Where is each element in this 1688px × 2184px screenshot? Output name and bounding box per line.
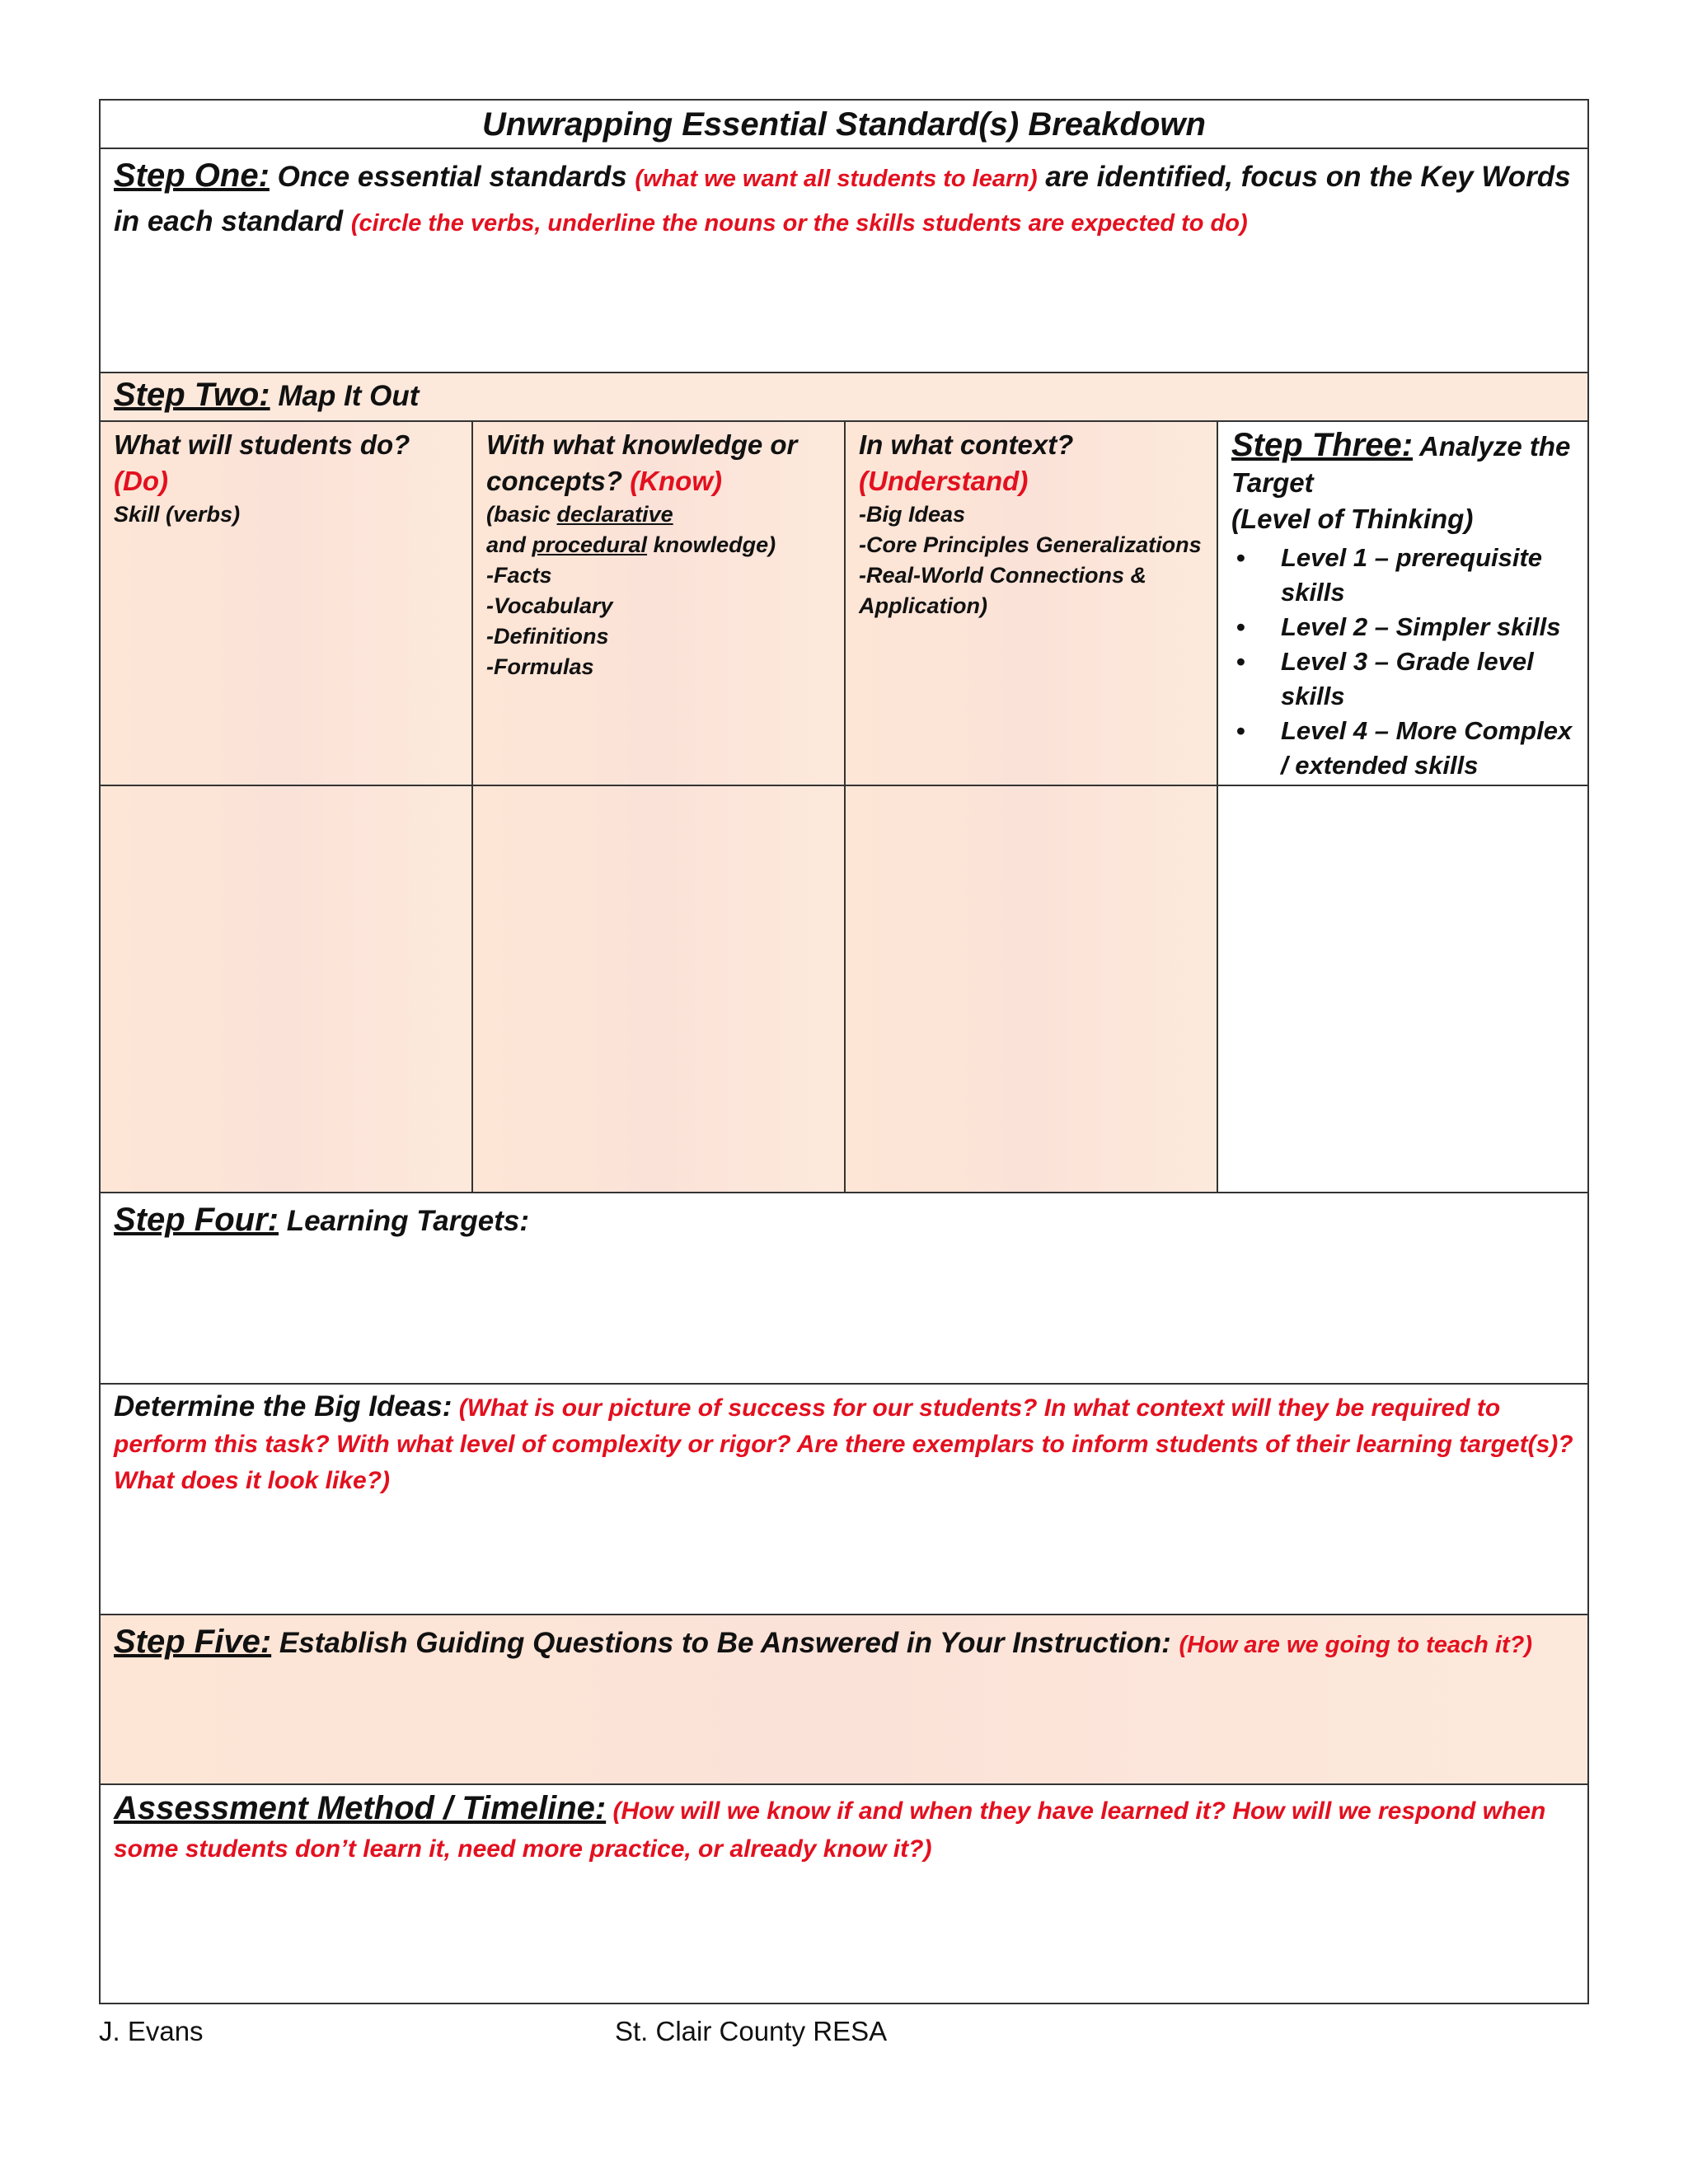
understand-item: -Real-World Connections & Application)	[859, 563, 1147, 618]
step-three-sub: (Level of Thinking)	[1231, 504, 1474, 534]
footer-org: St. Clair County RESA	[615, 2016, 888, 2046]
step-three-header	[1217, 422, 1589, 785]
assessment-section[interactable]	[101, 1785, 1587, 2004]
level-text: Level 4 – More Complex / extended skills	[1281, 716, 1573, 780]
step-one-section	[101, 149, 1587, 373]
level-item	[1231, 714, 1576, 783]
step-one-text-b: are identified, focus on the Key Words in each standard	[114, 161, 1571, 237]
step-five-text: Establish Guiding Questions to Be Answered in Your Instruction:	[271, 1627, 1179, 1659]
know-item: -Vocabulary	[486, 593, 613, 618]
bullet-icon: •	[1236, 647, 1245, 676]
know-answer-cell[interactable]	[471, 786, 844, 1192]
do-label: (Do)	[114, 466, 168, 496]
worksheet-table	[99, 99, 1589, 2004]
map-answer-row	[101, 786, 1587, 1193]
understand-item: -Big Ideas	[859, 502, 966, 527]
know-item: -Definitions	[486, 624, 609, 649]
know-label: (Know)	[630, 466, 722, 496]
understand-item: -Core Principles Generalizations	[859, 532, 1202, 557]
level-item	[1231, 610, 1576, 644]
understand-column-header	[844, 422, 1217, 785]
bullet-icon: •	[1236, 716, 1245, 745]
level-text: Level 1 – prerequisite skills	[1281, 543, 1543, 607]
level-text: Level 2 – Simpler skills	[1281, 612, 1561, 641]
understand-label: (Understand	[859, 466, 1020, 496]
know-question: With what knowledge or concepts?	[486, 429, 798, 496]
do-answer-cell[interactable]	[101, 786, 471, 1192]
know-and: and	[486, 532, 532, 557]
understand-answer-cell[interactable]	[844, 786, 1217, 1192]
level-item	[1231, 644, 1576, 714]
step-five-prompt: (How are we going to teach it?)	[1179, 1632, 1533, 1658]
step-four-label: Step Four:	[114, 1202, 279, 1238]
big-ideas-section[interactable]	[101, 1385, 1587, 1615]
assessment-label: Assessment Method / Timeline:	[114, 1790, 607, 1826]
step-five-label: Step Five:	[114, 1624, 272, 1660]
step-one-red-a: (what we want all students to learn)	[635, 166, 1038, 192]
understand-close: )	[1019, 466, 1029, 496]
know-item: -Formulas	[486, 654, 594, 679]
page-title: Unwrapping Essential Standard(s) Breakdown	[101, 101, 1587, 149]
step-three-label: Step Three:	[1231, 427, 1414, 463]
know-declarative: declarative	[556, 502, 673, 527]
step-two-section	[101, 373, 1587, 422]
step-three-text: Analyze the Target	[1231, 431, 1571, 498]
step-two-text: Map It Out	[270, 380, 420, 412]
level-item	[1231, 541, 1576, 610]
step-one-text-a: Once essential standards	[269, 161, 635, 193]
footer-author: J. Evans	[99, 2016, 204, 2046]
step-five-section[interactable]	[101, 1615, 1587, 1785]
do-question: What will students do?	[114, 429, 410, 460]
levels-list	[1231, 541, 1576, 783]
know-knowledge-close: knowledge)	[647, 532, 776, 557]
bullet-icon: •	[1236, 543, 1245, 572]
do-sub: Skill (verbs)	[114, 502, 241, 527]
step-two-label: Step Two:	[114, 377, 270, 413]
bullet-icon: •	[1236, 612, 1245, 641]
know-item: -Facts	[486, 563, 552, 588]
step-one-red-b: (circle the verbs, underline the nouns or the skills students are expected to do)	[350, 210, 1248, 237]
level-answer-cell[interactable]	[1217, 786, 1589, 1192]
know-column-header	[471, 422, 844, 785]
map-header-row	[101, 422, 1587, 786]
step-four-text: Learning Targets:	[278, 1205, 530, 1237]
level-text: Level 3 – Grade level skills	[1281, 647, 1534, 710]
know-basic-open: (basic	[486, 502, 557, 527]
big-ideas-label: Determine the Big Ideas:	[114, 1390, 452, 1422]
understand-question: In what context?	[859, 429, 1074, 460]
assessment-prompt: (How will we know if and when they have learned it? How will we respond when some students don’t learn it, need more practice, or already know it?)	[114, 1797, 1546, 1863]
step-four-section[interactable]	[101, 1193, 1587, 1385]
know-procedural: procedural	[532, 532, 648, 557]
step-one-label: Step One:	[114, 157, 270, 194]
do-column-header	[101, 422, 471, 785]
big-ideas-prompt: (What is our picture of success for our students? In what context will they be required to perform this task? With what level of complexity or rigor? Are there exemplars to inform students of their learning target(s)? What does it look like?)	[114, 1394, 1573, 1494]
